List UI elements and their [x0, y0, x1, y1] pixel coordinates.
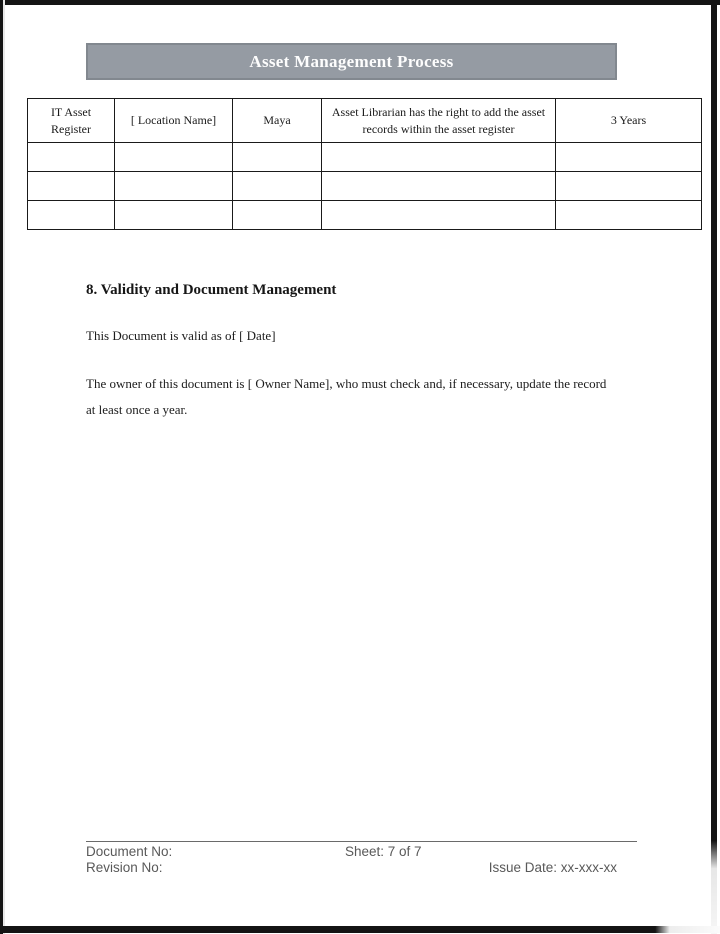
- empty-cell: [28, 172, 115, 201]
- revision-no-label: Revision No:: [86, 860, 163, 875]
- header-cell-asset-librarian: Asset Librarian has the right to add the asset records within the asset register: [322, 99, 556, 143]
- owner-paragraph-line2: at least once a year.: [86, 402, 188, 417]
- table-header-row: [28, 99, 702, 143]
- page-footer: [86, 841, 637, 876]
- page-border-left-inner: [3, 0, 5, 934]
- page-border-bottom: [0, 926, 720, 933]
- table-empty-row: [28, 201, 702, 230]
- empty-cell: [556, 143, 702, 172]
- empty-cell: [28, 201, 115, 230]
- empty-cell: [322, 172, 556, 201]
- owner-paragraph: [86, 371, 656, 423]
- footer-row-2: [86, 860, 637, 876]
- empty-cell: [233, 143, 322, 172]
- header-cell-it-asset-register: IT Asset Register: [28, 99, 115, 143]
- empty-cell: [233, 172, 322, 201]
- issue-date-label: Issue Date: xx-xxx-xx: [488, 860, 617, 875]
- owner-paragraph-line1: The owner of this document is [ Owner Name], who must check and, if necessary, update the record: [86, 376, 607, 391]
- empty-cell: [233, 201, 322, 230]
- header-cell-retention: 3 Years: [556, 99, 702, 143]
- sheet-label: Sheet: 7 of 7: [345, 844, 422, 859]
- title-banner: [86, 43, 617, 80]
- table-empty-row: [28, 143, 702, 172]
- validity-paragraph: This Document is valid as of [ Date]: [86, 328, 276, 343]
- section-heading: 8. Validity and Document Management: [86, 282, 337, 298]
- empty-cell: [115, 172, 233, 201]
- empty-cell: [115, 201, 233, 230]
- page-border-top: [0, 0, 720, 5]
- empty-cell: [115, 143, 233, 172]
- empty-cell: [556, 201, 702, 230]
- header-cell-location-name: [ Location Name]: [115, 99, 233, 143]
- empty-cell: [322, 201, 556, 230]
- empty-cell: [556, 172, 702, 201]
- document-no-label: Document No:: [86, 844, 173, 859]
- footer-row-1: [86, 844, 637, 860]
- asset-register-table: [27, 98, 702, 230]
- empty-cell: [28, 143, 115, 172]
- table-empty-row: [28, 172, 702, 201]
- page-title: Asset Management Process: [249, 51, 454, 71]
- empty-cell: [322, 143, 556, 172]
- page-border-right: [711, 0, 717, 934]
- header-cell-maya: Maya: [233, 99, 322, 143]
